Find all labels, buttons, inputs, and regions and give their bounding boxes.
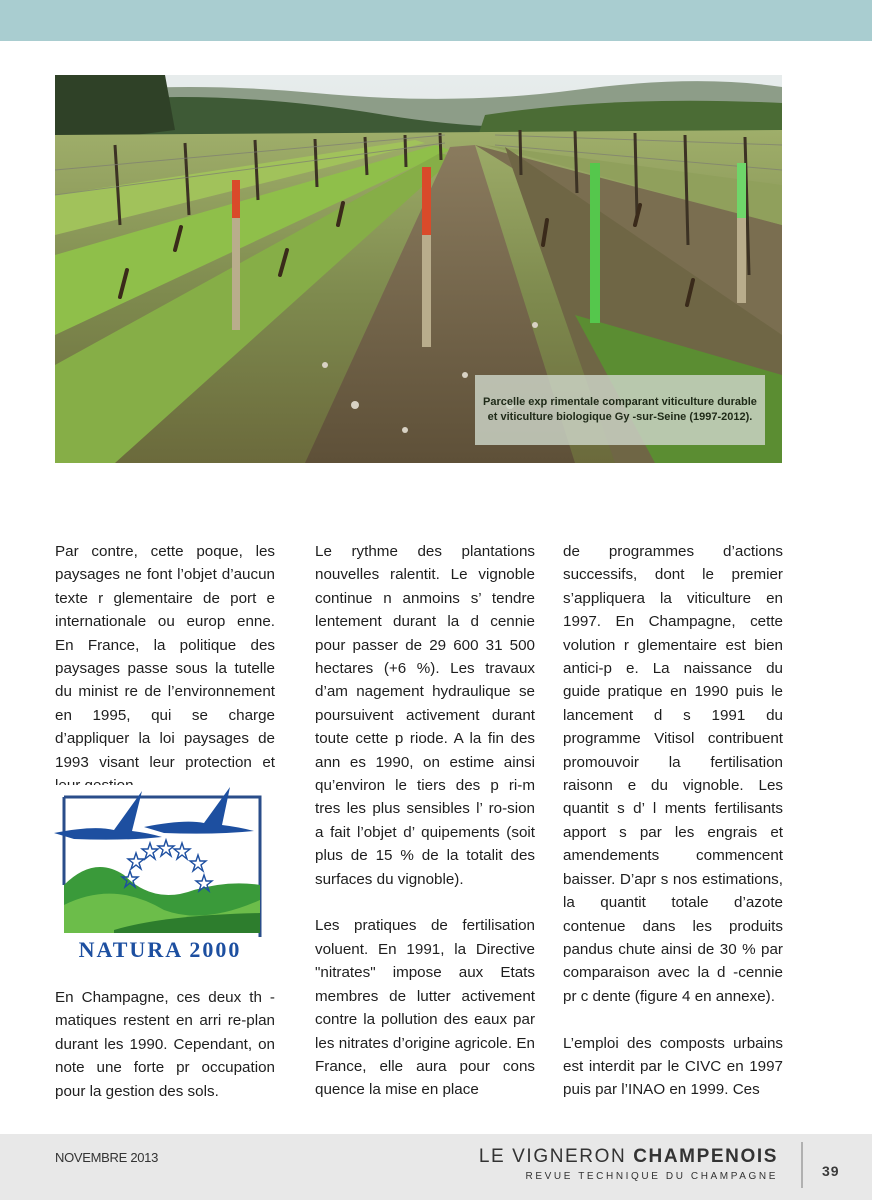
magazine-title-bold: CHAMPENOIS xyxy=(633,1146,778,1167)
footer-divider xyxy=(801,1142,803,1188)
article-column-3 xyxy=(563,540,783,1102)
col3-paragraph-1: de programmes d’actions successifs, dont le premier s’appliquera la viticulture en 1997. En Champagne, cette volution r glementaire est bien antici-p e. La naissance du guide pratique en 1990 puis le lancement d s 1991 du programme Vitisol contribuent promouvoir la fertilisation raisonn e du vignoble. Les quantit s d’ l ments fertilisants apport s par les engrais et amendements commencent baisser. D’apr s nos estimations, la quantit totale d’azote contenue dans les produits pandus chute ainsi de 30 % par comparaison avec la d -cennie pr c dente (figure 4 en annexe). xyxy=(563,543,783,1005)
natura-logo-text: NATURA 2000 xyxy=(78,937,242,962)
col3-paragraph-2: L’emploi des composts urbains est interdit par le CIVC en 1997 puis par l’INAO en 1999. Ces xyxy=(563,1034,783,1099)
col1-paragraph-2: En Champagne, ces deux th -matiques restent en arri re-plan durant les 1990. Cependant, on note une forte pr occupation pour la gestion des sols. xyxy=(55,989,275,1100)
photo-caption-line-1: Parcelle exp rimentale comparant viticulture durable xyxy=(483,396,757,408)
photo-caption-line-2: et viticulture biologique Gy -sur-Seine (1997-2012). xyxy=(487,411,753,423)
footer-date: NOVEMBRE 2013 xyxy=(55,1150,159,1165)
page-number: 39 xyxy=(822,1163,840,1179)
col2-paragraph-2: Les pratiques de fertilisation voluent. En 1991, la Directive "nitrates" impose aux Etats membres de lutter activement contre la pollution des eaux par les nitrates d’origine agricole. En France, elle aura pour cons quence la mise en place xyxy=(315,917,535,1099)
photo-caption xyxy=(475,375,765,445)
magazine-title-light: LE VIGNERON xyxy=(478,1146,627,1167)
col1-paragraph-1: Par contre, cette poque, les paysages ne font l’objet d’aucun texte r glementaire de port e internationale ou europ enne. En France, la politique des paysages passe sous la tutelle du minist re de l’environnement en 1995, qui se charge d’appliquer la loi paysages de 1993 visant leur protection et xyxy=(55,543,275,771)
natura-2000-logo xyxy=(54,785,266,965)
col2-paragraph-1: Le rythme des plantations nouvelles ralentit. Le vignoble continue n anmoins s’ tendre lentement durant la d cennie pour passer de 29 600 31 500 hectares (+6 %). Les travaux d’am nagement hydraulique se poursuivent activement durant toute cette p riode. A la fin des ann es 1990, on estime ainsi qu’environ le tiers des p ri-m tres les plus sensibles l’ ro-sion a fait l’objet d’ quipements (soit plus de 15 % de la totalit des surfaces du vignoble). xyxy=(315,543,535,888)
header-band xyxy=(0,0,872,41)
natura-logo-graphic xyxy=(54,785,266,965)
article-column-2 xyxy=(315,540,535,1102)
vineyard-photo xyxy=(55,75,782,463)
magazine-title xyxy=(446,1146,778,1168)
magazine-subtitle: REVUE TECHNIQUE DU CHAMPAGNE xyxy=(525,1171,778,1182)
